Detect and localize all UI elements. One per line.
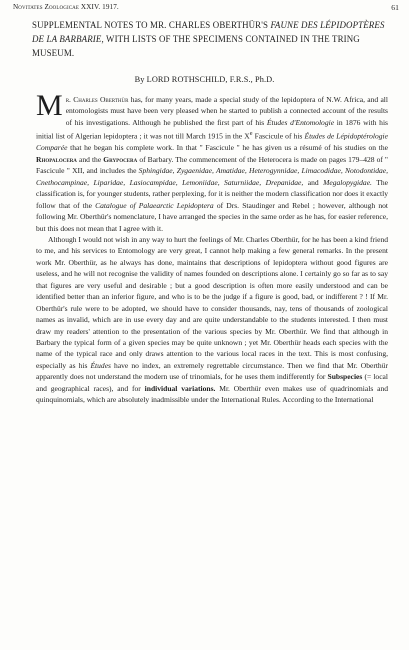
italic-title: Études [90,360,111,370]
journal-name: Novitates Zoologicae XXIV. 1917. [13,3,119,11]
family-list-italic: Sphingidae, Zygaenidae, Amatidae, Heterogynnidae, Limacodidae, Notodontidae, Cnethocampinae, Liparidae, Lasiocampidae, Lemoniidae, Saturniidae, Drepanidae, [36,166,388,187]
bold-term: Subspecies [327,372,363,382]
article-title [32,19,397,61]
italic-title: Catalogue of Palaearctic Lepidoptera [95,200,214,210]
text-run: that he began his complete work. In that " Fascicule " he has given us a résumé of his studies on the [67,143,388,153]
text-run: Although I would not wish in any way to hurt the feelings of Mr. Charles Oberthür, for he has been a kind friend to me, and his services to Entomology are very great, I cannot help making a few general remarks. In the present work Mr. Oberthür, as he always has done, maintains that descriptions of lepidoptera without good figures are useless, and he will not recognise the validity of names founded on descriptions alone. I certainly go so far as to say that figures are very useful and desirable ; but a good description is often more easily understood and can be identified better than an inferior figure, and who is to be the judge if a figure is good, bad, or indifferent ? ! If Mr. Oberthür's rule were to be adopted, we should have to consider thousands, nay, tens of thousands of zoological names as invalid, which are in use every day and are quite understandable to the students interested. I then must draw my readers' attention to the presentation of the various species by Mr. Oberthür. We find that although in Barbary the typical form of a given species may be quite unknown ; yet Mr. Oberthür heads each species with the name of the typical race and only draws attention to the various local races in the text. This is most confusing, especially as his [36,234,388,370]
italic-title: Études de Lépidoptérologie Comparée [36,131,388,153]
text-run: and the [76,154,104,164]
title-faune: FAUNE DES LÉPIDOPTÈRES DE LA BARBARIE, [32,20,385,44]
text-run: The classification is, for younger students, rather perplexing, for it is neither the modern classification nor does it exactly follow that of the [36,177,389,210]
taxon-bold: Rhopalocera [36,154,77,164]
paragraph-1 [36,89,389,234]
article-body [36,89,389,406]
text-run: (= local and geographical races), and for [36,372,388,393]
text-run: of Barbary. The commencement of the Heterocera is made on pages 179–428 of " Fascicule " XII, and includes the [36,154,389,176]
author-name-smallcaps: r. Charles Oberthür [65,95,129,104]
paragraph-2 [36,234,388,406]
text-run: have no index, an extremely regrettable circumstance. Then we find that Mr. Oberthür apparently does not understand the modern use of trinomials, for he uses them indifferently for [36,360,388,382]
title-line-1: SUPPLEMENTAL NOTES TO MR. CHARLES OBERTHÜR'S [32,20,269,30]
superscript: e [249,130,253,138]
text-run: of Drs. Staudinger and Rebel ; however, although not following Mr. Oberthür's nomenclature, I have arranged the species in the same order as he has, for easier reference, but this does not mean that I agree with it. [36,200,388,233]
running-head [13,3,399,15]
family-italic: Megalopygidae. [323,177,372,187]
bold-term: individual variations. [144,383,216,393]
taxon-bold: Grypocera [103,154,138,164]
author-byline: By LORD ROTHSCHILD, F.R.S., Ph.D. [134,75,275,84]
page-number: 61 [391,3,399,12]
drop-cap: M [36,89,63,122]
text-run: in 1876 with his initial list of Algerian lepidoptera ; it was not till March 1915 in the X [36,117,388,141]
text-run: has, for many years, made a special study of the lepidoptera of N.W. Africa, and all entomologists must have been very pleased when he started to publish a connected account of the results of his investigations. Although he published the first part of his [65,95,388,127]
title-line-2: WITH LISTS OF THE SPECIMENS CONTAINED IN THE TRING MUSEUM. [32,33,360,58]
text-run: and [303,177,324,187]
text-run: Mr. Oberthür even makes use of quadrinomials and quinquinomials, which are absolutely inadmissible under the International Rules. According to the International [36,383,388,405]
text-run: Fascicule of his [252,131,305,141]
italic-title: Études d'Entomologie [266,117,335,127]
